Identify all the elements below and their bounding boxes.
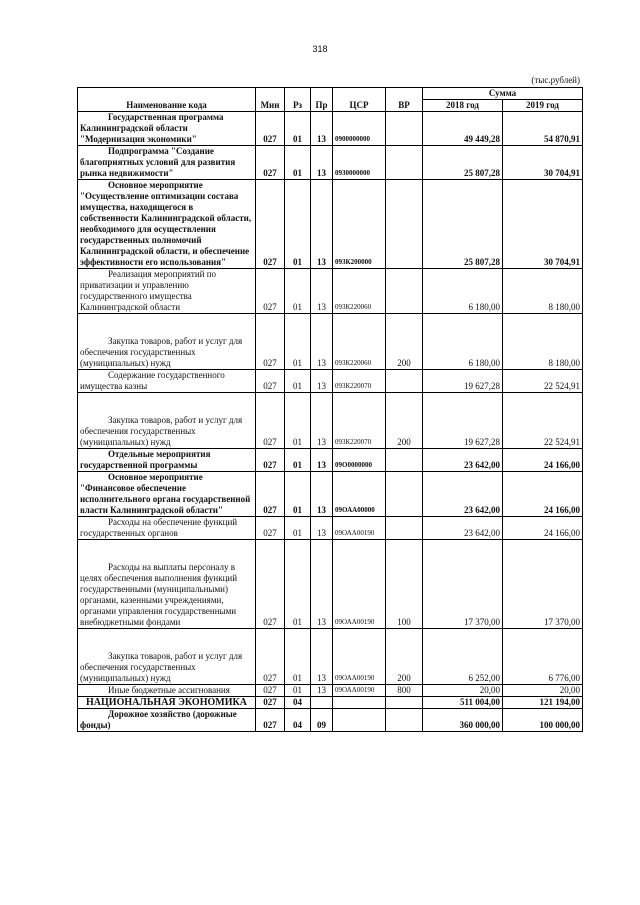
row-rz: 01 [285,540,311,629]
table-row [78,393,583,449]
row-pr: 13 [311,540,333,629]
row-sum-2019: 54 870,91 [503,112,583,146]
row-sum-2019: 6 776,00 [503,629,583,685]
row-pr: 13 [311,314,333,370]
row-sum-2019: 121 194,00 [503,697,583,709]
row-sum-2018: 49 449,28 [423,112,503,146]
row-vr: 200 [386,629,423,685]
row-csr: 093К220060 [333,269,386,314]
row-name-lead: Закупка товаров, работ и [108,336,204,346]
row-vr [386,146,423,180]
row-rz: 01 [285,449,311,472]
row-name-lead: Закупка товаров, работ и [108,651,204,661]
table-row [78,314,583,370]
row-min: 027 [256,314,285,370]
row-rz: 04 [285,697,311,709]
row-pr: 13 [311,146,333,180]
row-name [78,370,256,393]
row-name-lead: Подпрограмма "Создание [108,146,214,156]
row-name-lead: Иные бюджетные [108,685,176,695]
row-min: 027 [256,370,285,393]
col-header-name: Наименование кода [78,88,256,112]
row-vr [386,180,423,269]
table-row [78,709,583,732]
row-name-lead: Дорожное хозяйство (дорожные [108,709,237,719]
row-min: 027 [256,449,285,472]
row-rz: 01 [285,472,311,517]
row-vr [386,472,423,517]
row-sum-2018: 23 642,00 [423,517,503,540]
row-name [78,449,256,472]
row-vr [386,449,423,472]
row-rz: 01 [285,112,311,146]
row-rz: 01 [285,180,311,269]
row-sum-2018: 360 000,00 [423,709,503,732]
row-sum-2018: 19 627,28 [423,393,503,449]
row-rz: 01 [285,517,311,540]
row-min: 027 [256,180,285,269]
row-sum-2019: 100 000,00 [503,709,583,732]
row-name-lead: Основное мероприятие [108,180,203,190]
row-csr: 09О0000000 [333,449,386,472]
row-vr [386,269,423,314]
row-rz: 01 [285,314,311,370]
row-min: 027 [256,472,285,517]
row-sum-2018: 6 180,00 [423,314,503,370]
row-vr [386,370,423,393]
table-row [78,180,583,269]
row-csr: 0930000000 [333,146,386,180]
row-vr: 100 [386,540,423,629]
row-csr [333,697,386,709]
row-name [78,709,256,732]
table-row [78,629,583,685]
row-name-rest: благоприятных условий для развития рынка недвижимости" [80,157,236,178]
row-rz: 01 [285,146,311,180]
col-header-2018: 2018 год [423,100,503,112]
row-name-lead: Отдельные мероприятия [108,449,211,459]
row-name-rest: персоналу в целях обеспечения выполнения функций государственными (муниципальными) органами, казенными учреждениями, органами управления государственными внебюджетными фондами [80,562,238,627]
table-row [78,112,583,146]
table-row [78,146,583,180]
table-row [78,472,583,517]
row-name [78,517,256,540]
col-header-min: Мин [256,88,285,112]
row-csr: 093К220070 [333,370,386,393]
row-sum-2018: 25 807,28 [423,146,503,180]
row-sum-2019: 24 166,00 [503,449,583,472]
row-pr: 13 [311,112,333,146]
row-min: 027 [256,393,285,449]
row-pr: 13 [311,517,333,540]
row-pr: 13 [311,449,333,472]
row-name-rest: услуг для обеспечения государственных (муниципальных) нужд [80,415,243,447]
row-pr: 13 [311,370,333,393]
row-name-lead: Расходы на обеспечение [108,517,202,527]
row-csr: 093К220060 [333,314,386,370]
table-row [78,517,583,540]
row-rz: 04 [285,709,311,732]
table-row [78,449,583,472]
row-sum-2019: 24 166,00 [503,472,583,517]
row-vr [386,112,423,146]
row-name [78,314,256,370]
row-sum-2018: 25 807,28 [423,180,503,269]
row-pr: 13 [311,180,333,269]
row-sum-2019: 8 180,00 [503,269,583,314]
row-name-rest: услуг для обеспечения государственных (муниципальных) нужд [80,651,243,683]
row-pr: 13 [311,393,333,449]
col-header-vr: ВР [386,88,423,112]
row-csr [333,709,386,732]
row-name-lead: НАЦИОНАЛЬНАЯ ЭКОНОМИКА [86,697,247,708]
row-vr: 800 [386,685,423,697]
row-csr: 093К220070 [333,393,386,449]
row-pr: 13 [311,269,333,314]
row-sum-2018: 511 004,00 [423,697,503,709]
col-header-csr: ЦСР [333,88,386,112]
row-sum-2019: 8 180,00 [503,314,583,370]
table-row [78,269,583,314]
page-number: 318 [312,44,328,54]
row-sum-2018: 19 627,28 [423,370,503,393]
row-pr: 13 [311,629,333,685]
row-sum-2019: 24 166,00 [503,517,583,540]
row-name-rest: "Осуществление оптимизации состава имущества, находящегося в собственности Калининградской области, необходимого для осуществления государственных полномочий Калининградской области, и обеспечение эффективности его использования" [80,191,252,267]
row-rz: 01 [285,393,311,449]
row-name [78,685,256,697]
row-name-lead: Реализация мероприятий по [108,269,217,279]
budget-table [77,87,583,732]
row-pr: 09 [311,709,333,732]
row-min: 027 [256,146,285,180]
row-name [78,112,256,146]
row-csr: 09ОАА00190 [333,517,386,540]
row-sum-2018: 20,00 [423,685,503,697]
row-vr [386,709,423,732]
row-sum-2018: 23 642,00 [423,472,503,517]
row-name [78,540,256,629]
row-vr [386,697,423,709]
row-min: 027 [256,697,285,709]
row-name-rest: государственной программы [80,460,198,470]
row-sum-2018: 6 180,00 [423,269,503,314]
row-name [78,146,256,180]
header-row-top [78,88,583,100]
row-sum-2019: 17 370,00 [503,540,583,629]
row-name-rest: "Финансовое обеспечение исполнительного органа государственной власти Калининградской области" [80,483,251,515]
row-min: 027 [256,629,285,685]
row-rz: 01 [285,269,311,314]
row-sum-2019: 30 704,91 [503,180,583,269]
row-name [78,269,256,314]
row-vr: 200 [386,314,423,370]
row-name-rest: Калининградской области "Модернизация экономики" [80,123,197,144]
row-sum-2018: 17 370,00 [423,540,503,629]
col-header-rz: Рз [285,88,311,112]
table-body [78,112,583,732]
row-min: 027 [256,685,285,697]
row-name-lead: Государственная программа [108,112,224,122]
row-sum-2018: 6 252,00 [423,629,503,685]
table-row [78,370,583,393]
row-min: 027 [256,540,285,629]
row-min: 027 [256,709,285,732]
row-vr: 200 [386,393,423,449]
row-csr: 09ОАА00190 [333,540,386,629]
row-name-lead: Основное мероприятие [108,472,203,482]
row-name-rest: имущества казны [80,381,148,391]
row-name [78,180,256,269]
row-name [78,393,256,449]
row-pr: 13 [311,685,333,697]
row-name-rest: услуг для обеспечения государственных (муниципальных) нужд [80,336,243,368]
row-rz: 01 [285,685,311,697]
row-sum-2019: 22 524,91 [503,370,583,393]
row-name-rest: функций государственных органов [80,517,238,538]
row-name [78,472,256,517]
row-min: 027 [256,112,285,146]
row-sum-2019: 22 524,91 [503,393,583,449]
row-min: 027 [256,269,285,314]
row-rz: 01 [285,370,311,393]
row-pr [311,697,333,709]
table-row [78,540,583,629]
row-min: 027 [256,517,285,540]
row-sum-2018: 23 642,00 [423,449,503,472]
row-vr [386,517,423,540]
row-csr: 093К200000 [333,180,386,269]
row-csr: 0900000000 [333,112,386,146]
row-csr: 09ОАА00000 [333,472,386,517]
row-csr: 09ОАА00190 [333,629,386,685]
row-name [78,629,256,685]
row-name-lead: Расходы на выплаты [108,562,187,572]
row-rz: 01 [285,629,311,685]
row-sum-2019: 20,00 [503,685,583,697]
row-pr: 13 [311,472,333,517]
table-row [78,685,583,697]
row-name-lead: Содержание государственного [108,370,225,380]
row-name-lead: Закупка товаров, работ и [108,415,204,425]
row-sum-2019: 30 704,91 [503,146,583,180]
row-csr: 09ОАА00190 [333,685,386,697]
row-name [78,697,256,709]
table-row [78,697,583,709]
row-name-rest: фонды) [80,720,111,730]
row-name-rest: приватизации и управлению государственного имущества Калининградской области [80,280,192,312]
col-header-2019: 2019 год [503,100,583,112]
row-name-rest: ассигнования [178,685,230,695]
units-label: (тыс.рублей) [531,75,580,85]
col-header-sum: Сумма [423,88,583,100]
col-header-pr: Пр [311,88,333,112]
